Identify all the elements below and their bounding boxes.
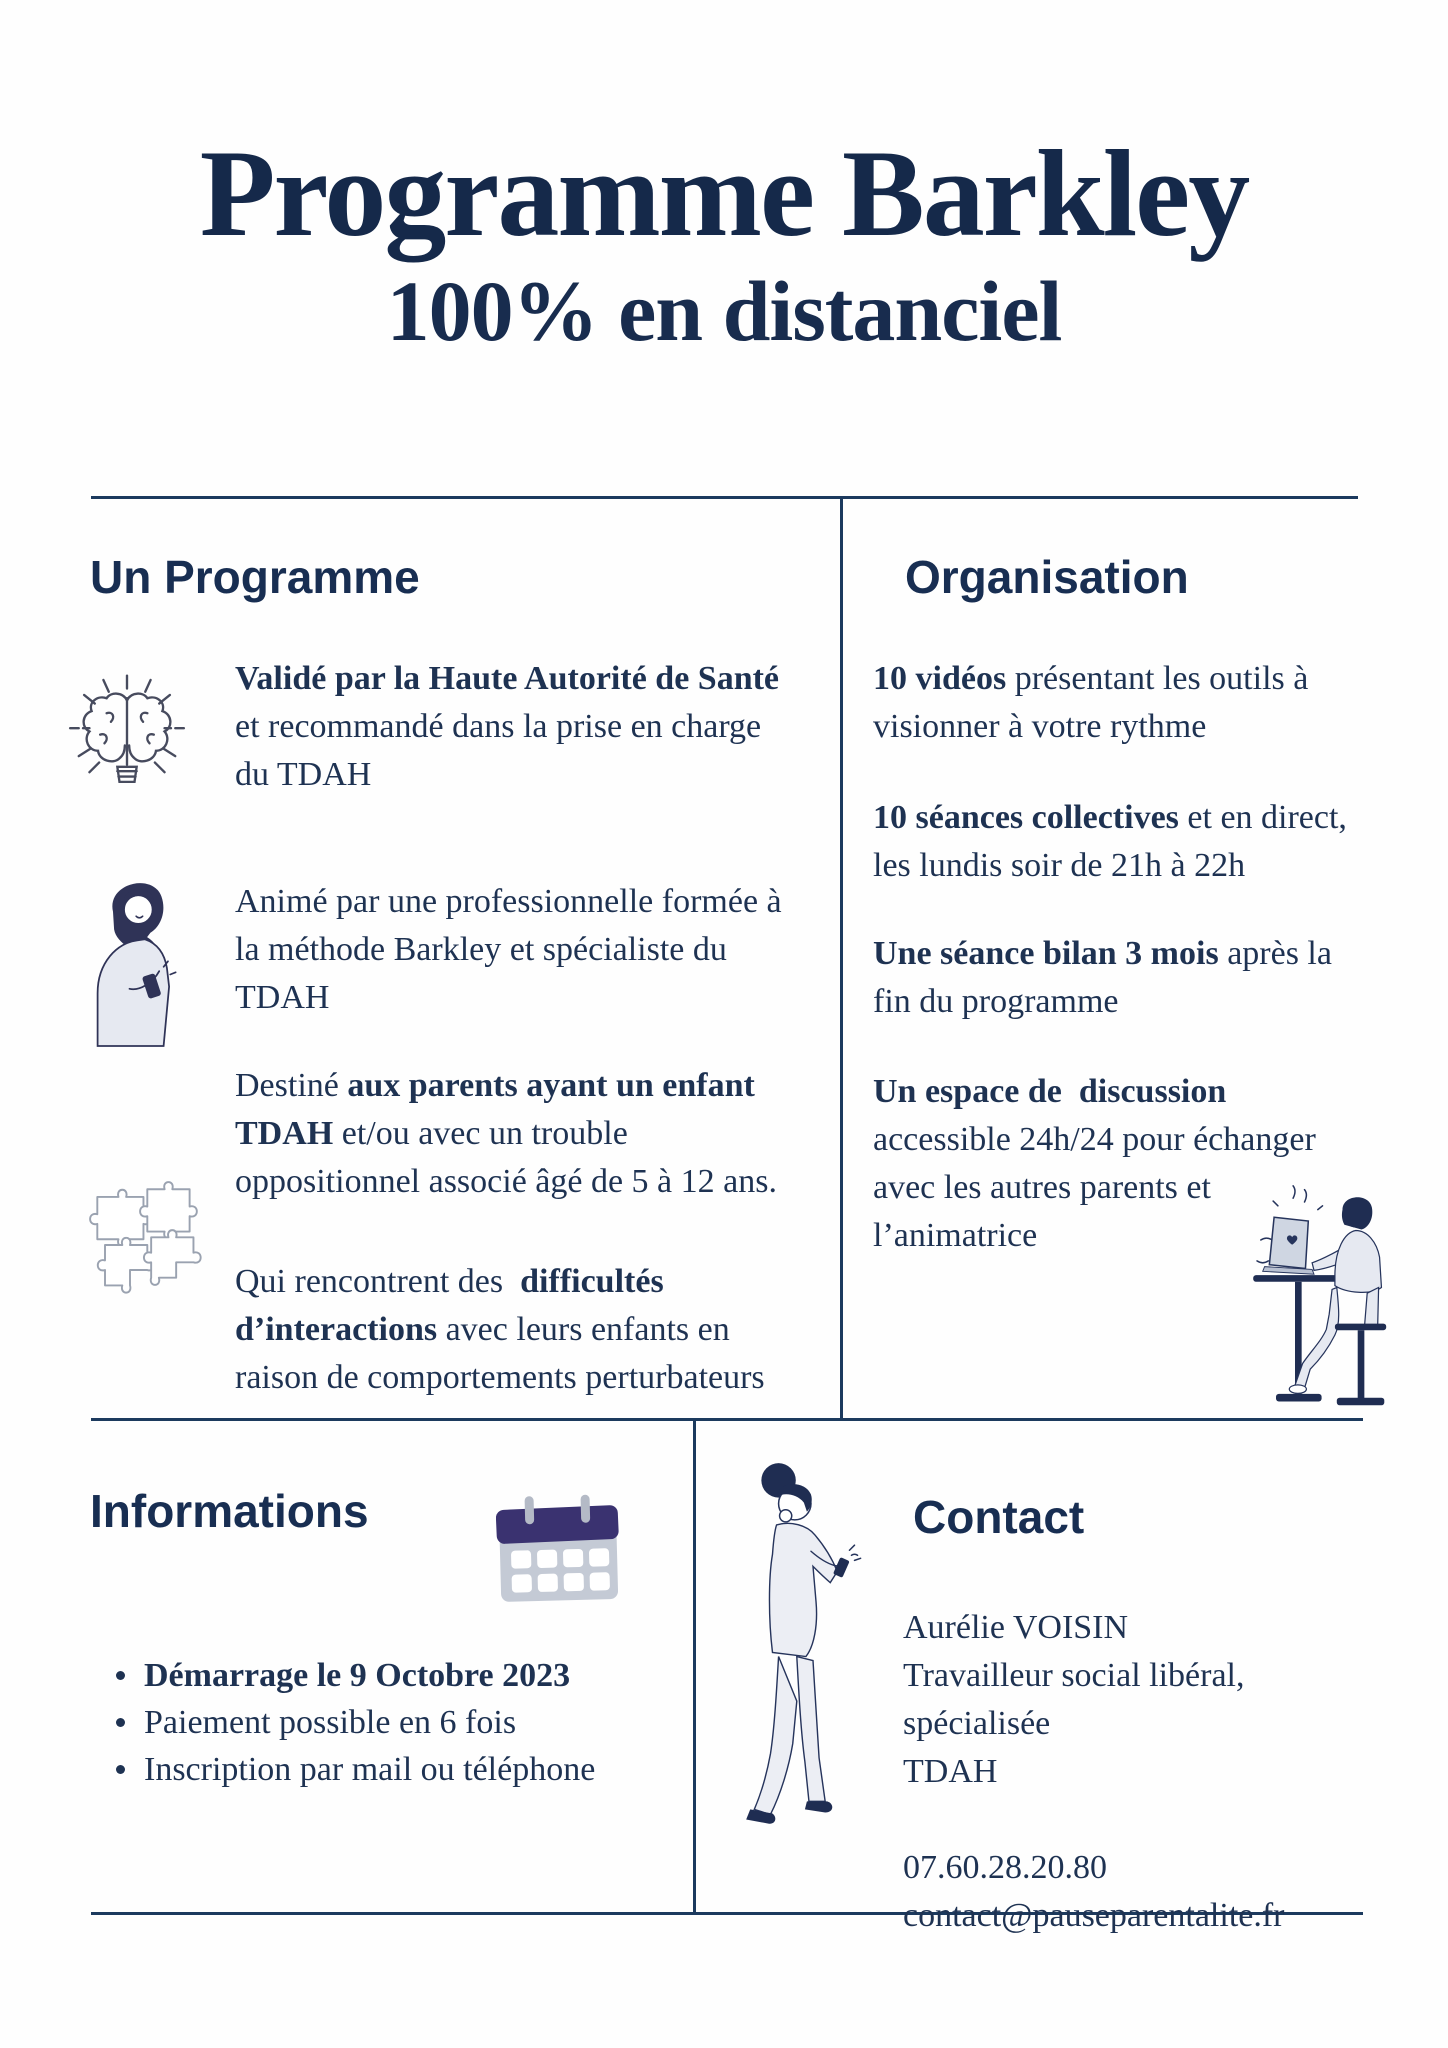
upper-vertical-rule [840, 496, 843, 1420]
text-line: raison de comportements perturbateurs [235, 1359, 765, 1396]
programme-block-animation [235, 878, 835, 1022]
text-line: Animé par une professionnelle formée à [235, 883, 782, 920]
text-line: Destiné aux parents ayant un enfant [235, 1067, 755, 1104]
text-line: les lundis soir de 21h à 22h [873, 847, 1246, 884]
contact-spacer [903, 1796, 1373, 1844]
laptop-screen [1269, 1217, 1308, 1268]
text-line: avec les autres parents et [873, 1169, 1211, 1206]
contact-phone: 07.60.28.20.80 [903, 1849, 1107, 1886]
earring [780, 1510, 792, 1522]
text-line: Un espace de discussion [873, 1073, 1227, 1110]
leg-back [797, 1657, 825, 1802]
woman-texting-illustration [80, 868, 190, 1048]
organisation-heading: Organisation [905, 551, 1189, 603]
text-line: du TDAH [235, 756, 372, 793]
text-line: TDAH et/ou avec un trouble [235, 1115, 628, 1152]
leg-to-stool [1364, 1288, 1378, 1329]
organisation-block-seances [873, 794, 1383, 890]
desk-foot [1276, 1394, 1322, 1402]
text-line: Qui rencontrent des difficultés [235, 1263, 664, 1300]
brain-lightbulb-icon [68, 672, 186, 807]
text-line: 10 séances collectives et en direct, [873, 799, 1347, 836]
text-line: oppositionnel associé âgé de 5 à 12 ans. [235, 1163, 777, 1200]
top-horizontal-rule [91, 496, 1358, 499]
stool-seat [1335, 1324, 1386, 1331]
contact-heading: Contact [913, 1491, 1085, 1543]
list-item: Démarrage le 9 Octobre 2023 [110, 1652, 670, 1699]
torso [769, 1523, 837, 1656]
text-line: l’animatrice [873, 1217, 1038, 1254]
text-line: Validé par la Haute Autorité de Santé [235, 660, 780, 697]
text-line: Une séance bilan 3 mois après la [873, 935, 1332, 972]
middle-horizontal-rule [91, 1418, 1363, 1421]
contact-role-2: TDAH [903, 1753, 998, 1790]
contact-name: Aurélie VOISIN [903, 1609, 1129, 1646]
informations-heading: Informations [90, 1485, 369, 1537]
hair [1342, 1197, 1372, 1229]
informations-list [110, 1652, 670, 1793]
text-line: TDAH [235, 979, 330, 1016]
torso [1335, 1231, 1382, 1293]
contact-email: contact@pauseparentalite.fr [903, 1897, 1285, 1934]
shoe [1289, 1385, 1306, 1394]
text-line: fin du programme [873, 983, 1119, 1020]
leg-front [754, 1657, 797, 1815]
woman-walking-phone-illustration [732, 1458, 894, 1848]
puzzle-pieces-icon [80, 1168, 205, 1298]
programme-block-validation [235, 655, 835, 799]
laptop-base [1263, 1267, 1314, 1275]
text-line: et recommandé dans la prise en charge [235, 708, 762, 745]
text-line: accessible 24h/24 pour échanger [873, 1121, 1316, 1158]
page-subtitle: 100% en distanciel [386, 263, 1062, 359]
text-line: d’interactions avec leurs enfants en [235, 1311, 730, 1348]
text-line: la méthode Barkley et spécialiste du [235, 931, 727, 968]
page-title: Programme Barkley [199, 125, 1249, 262]
shoe-back [805, 1801, 832, 1812]
stool-foot [1337, 1398, 1385, 1406]
list-item: Inscription par mail ou téléphone [110, 1746, 670, 1793]
lower-vertical-rule [693, 1418, 696, 1914]
woman-at-laptop-illustration [1238, 1182, 1390, 1412]
organisation-block-bilan [873, 930, 1383, 1026]
organisation-block-videos [873, 655, 1383, 751]
text-line: 10 vidéos présentant les outils à [873, 660, 1309, 697]
contact-role: Travailleur social libéral, spécialisée [903, 1657, 1253, 1742]
programme-block-public [235, 1062, 835, 1206]
stool-leg [1358, 1330, 1365, 1398]
programme-heading: Un Programme [90, 551, 420, 603]
contact-details [903, 1604, 1373, 1940]
text-line: visionner à votre rythme [873, 708, 1207, 745]
programme-block-difficultes [235, 1258, 835, 1402]
calendar-icon [496, 1492, 621, 1605]
list-item: Paiement possible en 6 fois [110, 1699, 670, 1746]
